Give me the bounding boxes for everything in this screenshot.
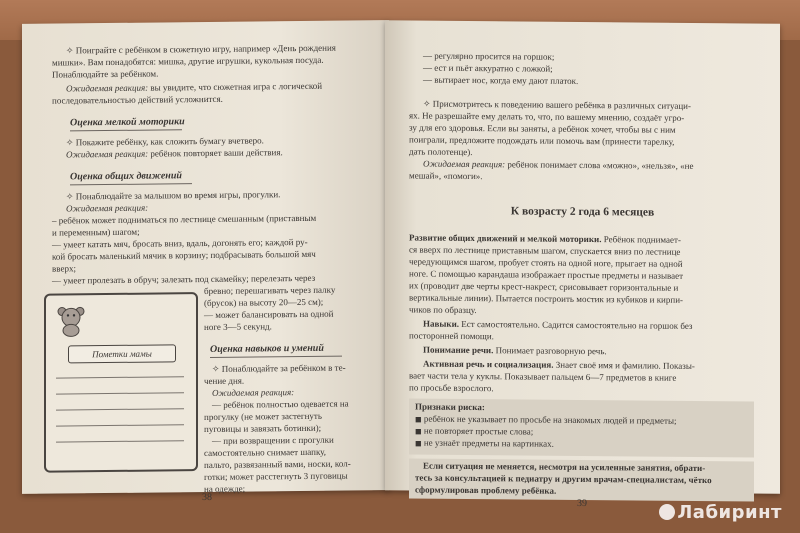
text-line: готки; может расстегнуть 3 пуговицы [204, 470, 348, 483]
text-line: ✧ Покажите ребёнку, как сложить бумагу вчетверо. [66, 135, 264, 148]
bullet-icon: ■ [415, 439, 424, 448]
text-line: мишки». Вам понадобятся: мишка, другие игрушки, кукольная посуда. [52, 54, 324, 68]
section-heading: Оценка навыков и умений [210, 342, 324, 355]
text-line: последовательностью действий усложнится. [52, 93, 223, 106]
page-number: 38 [202, 491, 212, 504]
text-line: поиграли, предложите подождать или помочь вам (принести тарелку, [409, 134, 675, 147]
text-line: — при возвращении с прогулки [212, 434, 334, 446]
text-line: вертикальные линии). Пытается построить мостик из кубиков и кирпи- [409, 292, 684, 305]
text-line: ноге 3—5 секунд. [204, 321, 272, 333]
right-page [385, 20, 780, 510]
page-number: 39 [577, 497, 587, 510]
text-line: ✧ Присмотритесь к поведению вашего ребёнка в различных ситуаци- [423, 98, 691, 111]
reaction-text: ребёнок понимает слова «можно», «нельзя», «не [505, 159, 694, 171]
text-line: на одежде; [204, 483, 246, 495]
reaction-line [66, 147, 283, 161]
risk-item [415, 438, 554, 452]
notes-box [44, 292, 198, 473]
text-line: тесь за консультацией к педиатру и другим врачам-специалистам, чётко [415, 472, 712, 486]
text-line: — умеет катать мяч, бросать вниз, вдаль, догонять его; каждой ру- [52, 236, 308, 250]
risk-heading: Признаки риска: [415, 401, 485, 413]
text-line: — может балансировать на одной [204, 308, 334, 321]
text-line: ✧ Поиграйте с ребёнком в сюжетную игру, например «День рождения [66, 42, 336, 56]
text-line: и переменным) шагом; [52, 226, 140, 238]
paragraph-text: Понимает разговорную речь. [493, 345, 607, 357]
text-line: зу для его здоровья. Если вы заняты, а ребёнок хочет, чтобы вы с ним [409, 122, 676, 135]
heading-underline [70, 129, 182, 131]
risk-item-text: не узнаёт предметы на картинках. [423, 437, 554, 449]
text-line: – ребёнок может подниматься по лестнице смешанным (приставным [52, 212, 317, 226]
text-line: чередующимся шагом, пробует стоять на одной ноге, прыгает на одной [409, 256, 683, 269]
text-line: ноге. С помощью карандаша изображает простые предметы и называет [409, 268, 684, 281]
watermark-text: Лабиринт [677, 502, 782, 523]
paragraph-text: Знает своё имя и фамилию. Показы- [553, 359, 695, 371]
text-line: Ожидаемая реакция: [66, 202, 149, 214]
text-line: ✧ Понаблюдайте за ребёнком в те- [212, 362, 346, 374]
text-line: пуговицы и завязать ботинки); [204, 422, 322, 435]
text-line: — умеет пролезать в обруч; залезать под скамейку; перелезать через [52, 272, 316, 286]
reaction-line [66, 81, 322, 95]
heading-underline [70, 183, 192, 185]
text-line: ✧ Понаблюдайте за малышом во время игры, прогулки. [66, 189, 281, 202]
paragraph-label: Развитие общих движений и мелкой моторики. [409, 232, 602, 245]
text-line: бревно; перешагивать через палку [204, 284, 336, 297]
text-line: ся вверх по лестнице приставным шагом, спускается вниз по лестнице [409, 244, 681, 257]
teddy-bear-icon [54, 303, 88, 337]
note-line [56, 392, 184, 394]
paragraph-label: Понимание речи. [423, 344, 494, 356]
text-line: дать полотенце). [409, 146, 473, 158]
bullet-icon: ■ [415, 427, 424, 436]
section-title: К возрасту 2 года 6 месяцев [510, 205, 655, 219]
reaction-label: Ожидаемая реакция: [66, 82, 149, 94]
text-line: вает части тела у куклы. Показывает пальцем 6—7 предметов в книге [409, 370, 677, 383]
paragraph-text: Ест самостоятельно. Садится самостоятельно на горшок без [459, 318, 693, 331]
text-line: мешай», «помоги». [409, 170, 483, 182]
paragraph-label: Активная речь и социализация. [423, 358, 554, 370]
text-line: Понаблюдайте за ребёнком. [52, 68, 159, 80]
section-heading: Оценка общих движений [70, 170, 182, 183]
text-line: — ребёнок полностью одевается на [212, 398, 349, 410]
left-page [22, 20, 389, 504]
text-line: — ест и пьёт аккуратно с ложкой; [423, 62, 553, 74]
reaction-text: ребёнок повторяет ваши действия. [148, 147, 283, 159]
notes-title: Пометки мамы [68, 344, 176, 363]
paragraph-label: Навыки. [423, 318, 460, 329]
text-line: вверх; [52, 263, 76, 274]
section-heading: Оценка мелкой моторики [70, 116, 185, 129]
text-line: — вытирает нос, когда ему дают платок. [423, 74, 579, 86]
bullet-icon: ■ [415, 415, 424, 424]
text-line: по просьбе взрослого. [409, 382, 494, 394]
reaction-text: вы увидите, что сюжетная игра с логической [148, 80, 323, 93]
text-line: — регулярно просится на горшок; [423, 50, 555, 62]
text-line: чение дня. [204, 375, 245, 387]
text-line: самостоятельно снимает шапку, [204, 446, 327, 459]
note-line [56, 376, 184, 378]
paragraph-line [423, 345, 607, 358]
text-line: чиков по образцу. [409, 304, 477, 316]
text-line: Если ситуация не меняется, несмотря на усиленные занятия, обрати- [423, 460, 706, 474]
heading-underline [210, 356, 342, 358]
reaction-label: Ожидаемая реакция: [423, 158, 506, 170]
text-line: кой бросать маленький мячик в корзину; подбрасывать большой мяч [52, 248, 316, 262]
reaction-label: Ожидаемая реакция: [66, 148, 149, 160]
paragraph-text: Ребёнок поднимает- [601, 234, 681, 245]
risk-item-text: ребёнок не указывает по просьбе на знакомых людей и предметы; [423, 413, 677, 426]
watermark [659, 502, 782, 523]
text-line: их (проводит две черты крест-накрест, срисовывает горизонтальные и [409, 280, 679, 293]
text-line: ях. Не разрешайте ему делать то, что, по вашему мнению, создаёт угро- [409, 110, 685, 123]
text-line: посторонней помощи. [409, 330, 494, 342]
text-line: прогулку (не может застегнуть [204, 410, 322, 423]
risk-item-text: не повторяет простые слова; [423, 425, 534, 437]
note-line [56, 424, 184, 426]
text-line: (брусок) на высоту 20—25 см); [204, 296, 324, 309]
text-line: сформулировав проблему ребёнка. [415, 484, 557, 496]
note-line [56, 408, 184, 410]
text-line: Ожидаемая реакция: [212, 387, 295, 398]
labirint-logo-icon [659, 504, 675, 520]
note-line [56, 440, 184, 442]
text-line: пальто, развязанный вами, носки, кол- [204, 458, 351, 471]
